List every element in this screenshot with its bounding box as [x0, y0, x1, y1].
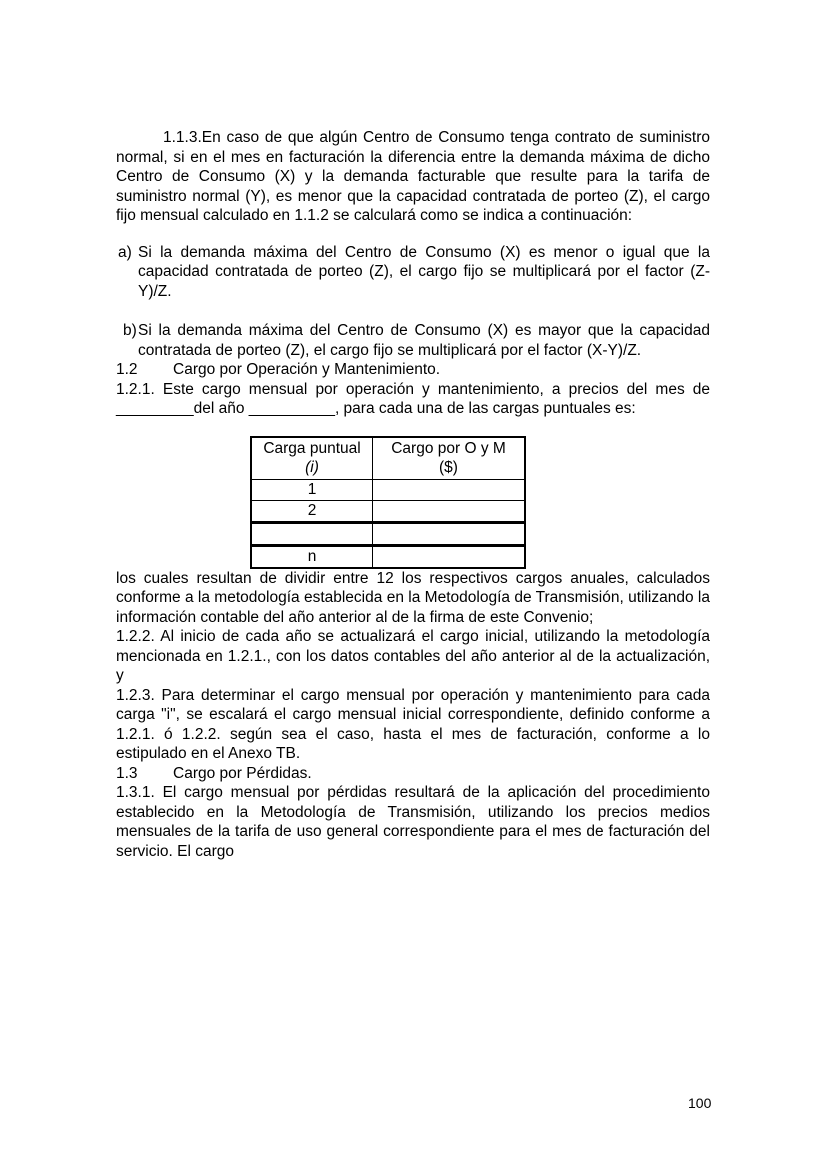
- page-number: 100: [688, 1095, 712, 1111]
- document-content: [116, 128, 710, 861]
- paragraph-1-3-1: 1.3.1. El cargo mensual por pérdidas resultará de la aplicación del procedimiento establecido en la Metodología de Transmisión, utilizando los precios medios mensuales de la tarifa de uso general correspondiente para el mes de facturación del servicio. El cargo: [116, 784, 710, 860]
- cargas-puntuales-table: [250, 436, 526, 569]
- paragraph-1-2-3: 1.2.3. Para determinar el cargo mensual por operación y mantenimiento para cada carga "i", se escalará el cargo mensual inicial correspondiente, definido conforme a 1.2.1. ó 1.2.2. según sea el caso, hasta el mes de facturación, conforme a lo estipulado en el Anexo TB.: [116, 686, 710, 762]
- section-heading-1-2: [116, 360, 710, 380]
- section-1-2-number: 1.2: [116, 361, 138, 378]
- cell-carga-n: n: [251, 545, 373, 568]
- list-item-b-text: Si la demanda máxima del Centro de Consumo (X) es mayor que la capacidad contratada de porteo (Z), el cargo fijo se multiplicará por el factor (X-Y)/Z.: [138, 322, 710, 359]
- list-marker-a: a): [118, 243, 132, 261]
- cell-cargo-1: [373, 479, 526, 500]
- cell-cargo-ellipsis: [373, 522, 526, 545]
- paragraph-dividir: los cuales resultan de dividir entre 12 los respectivos cargos anuales, calculados conforme a la metodología establecida en la Metodología de Transmisión, utilizando la información contable del año anterior al de la firma de este Convenio;: [116, 569, 710, 626]
- table-header-cargo-oym: [373, 437, 526, 480]
- section-1-3-title: Cargo por Pérdidas.: [173, 764, 312, 782]
- table-row: [251, 500, 525, 522]
- paragraph-1-2-2: 1.2.2. Al inicio de cada año se actualizará el cargo inicial, utilizando la metodología mencionada en 1.2.1., con los datos contables del año anterior al de la actualización, y: [116, 628, 710, 684]
- section-heading-1-3: [116, 764, 710, 784]
- header-cargo-oym-line1: Cargo por O y M: [391, 440, 506, 457]
- table-header-carga-puntual: [251, 437, 373, 480]
- paragraph-1-2-1: 1.2.1. Este cargo mensual por operación y mantenimiento, a precios del mes de _________del año __________, para cada una de las cargas puntuales es:: [116, 380, 710, 417]
- header-carga-puntual-line2: (i): [305, 459, 319, 476]
- header-carga-puntual-line1: Carga puntual: [263, 440, 361, 457]
- list-item-a-text: Si la demanda máxima del Centro de Consumo (X) es menor o igual que la capacidad contratada de porteo (Z), el cargo fijo se multiplicará por el factor (Z-Y)/Z.: [138, 243, 710, 300]
- header-cargo-oym-line2: ($): [439, 459, 458, 476]
- cell-carga-1: 1: [251, 479, 373, 500]
- list-item-a: [116, 243, 710, 302]
- list-item-b: [116, 321, 710, 360]
- table-row: [251, 545, 525, 568]
- table-row: [251, 479, 525, 500]
- cell-cargo-n: [373, 545, 526, 568]
- table-row-ellipsis: [251, 522, 525, 545]
- paragraph-1-1-3: 1.1.3.En caso de que algún Centro de Consumo tenga contrato de suministro normal, si en el mes en facturación la diferencia entre la demanda máxima de dicho Centro de Consumo (X) y la demanda facturable que resulte para la tarifa de suministro normal (Y), es menor que la capacidad contratada de porteo (Z), el cargo fijo mensual calculado en 1.1.2 se calculará como se indica a continuación:: [116, 129, 710, 224]
- list-marker-b: b): [123, 322, 137, 339]
- cell-carga-2: 2: [251, 500, 373, 522]
- cell-carga-ellipsis: [251, 522, 373, 545]
- section-1-2-title: Cargo por Operación y Mantenimiento.: [173, 361, 441, 378]
- cell-cargo-2: [373, 500, 526, 522]
- table-header-row: [251, 437, 525, 480]
- section-1-3-number: 1.3: [116, 764, 138, 782]
